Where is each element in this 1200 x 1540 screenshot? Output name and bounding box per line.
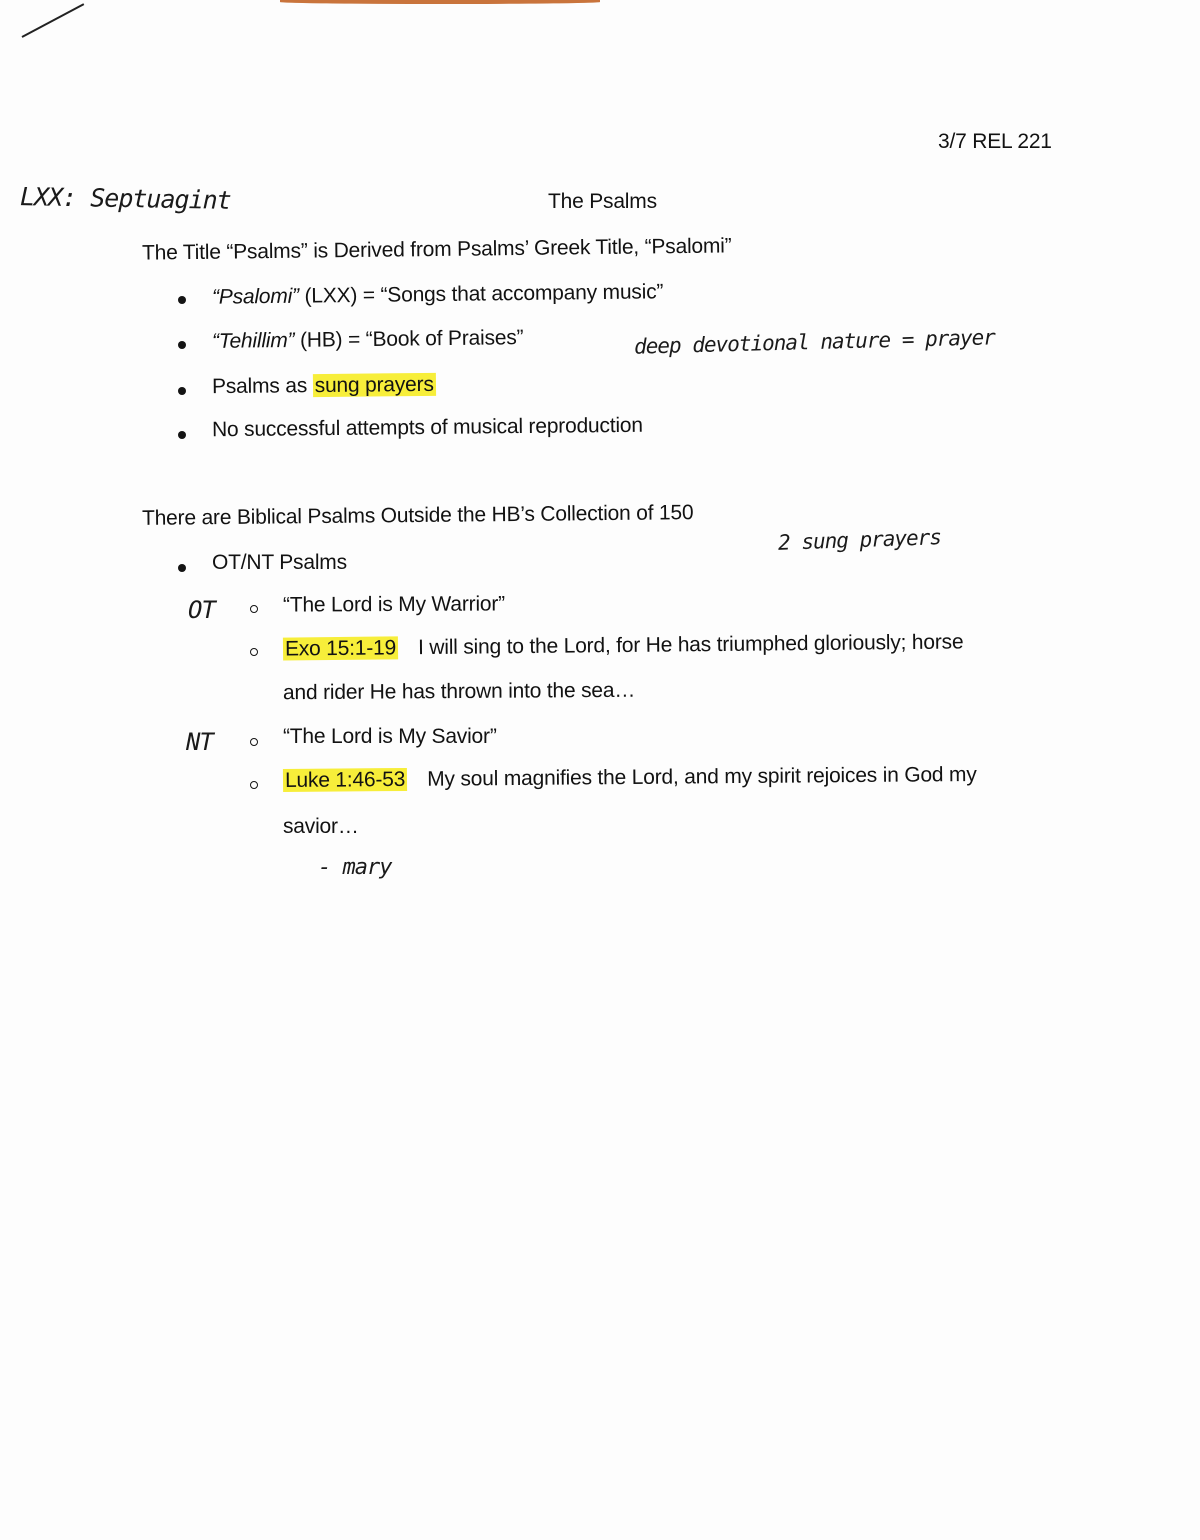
sub-bullet-warrior: “The Lord is My Warrior” <box>282 592 506 617</box>
bullet-tehillim <box>212 326 524 354</box>
bullet-lead: “Tehillim” <box>211 328 295 353</box>
sub-bullet-luke <box>283 763 977 793</box>
bullet-text: (LXX) = “Songs that accompany music” <box>298 280 664 308</box>
scripture-quote-continued: and rider He has thrown into the sea… <box>282 678 636 705</box>
scripture-quote: My soul magnifies the Lord, and my spirit rejoices in God my <box>427 762 977 791</box>
handwritten-sung-prayers-note: 2 sung prayers <box>777 525 942 555</box>
handwritten-mary-note: - mary <box>318 855 392 880</box>
sub-bullet-ring <box>250 648 258 656</box>
handwritten-lxx-note: LXX: Septuagint <box>19 182 232 215</box>
bullet-psalomi <box>212 280 663 310</box>
sub-bullet-ring <box>250 605 258 613</box>
scripture-quote-continued: savior… <box>283 815 359 838</box>
handwritten-devotional-note: deep devotional nature = prayer <box>633 325 996 359</box>
bullet-dot <box>178 564 186 572</box>
handwritten-nt-marker: NT <box>186 728 213 756</box>
bullet-ot-nt-psalms: OT/NT Psalms <box>212 551 347 574</box>
highlighted-text: sung prayers <box>314 372 434 398</box>
bullet-dot <box>178 431 186 439</box>
bullet-text: (HB) = “Book of Praises” <box>294 326 524 352</box>
section2-heading: There are Biblical Psalms Outside the HB’s Collection of 150 <box>141 501 694 530</box>
bullet-dot <box>178 341 186 349</box>
sub-bullet-ring <box>250 781 258 789</box>
sub-bullet-savior: “The Lord is My Savior” <box>283 725 497 748</box>
section1-heading: The Title “Psalms” is Derived from Psalms’ Greek Title, “Psalomi” <box>141 234 732 265</box>
sub-bullet-ring <box>250 738 258 746</box>
pen-stroke-mark <box>22 3 85 38</box>
bullet-no-reproduction: No successful attempts of musical reproduction <box>211 413 643 442</box>
bullet-sung-prayers <box>212 373 436 399</box>
bullet-text: Psalms as <box>211 374 313 399</box>
page-edge-decoration <box>280 0 600 4</box>
scripture-quote: I will sing to the Lord, for He has triumphed gloriously; horse <box>417 630 964 660</box>
bullet-dot <box>178 296 186 304</box>
scripture-reference: Luke 1:46-53 <box>284 767 406 793</box>
bullet-dot <box>178 387 186 395</box>
date-course-label: 3/7 REL 221 <box>938 130 1052 153</box>
page-title: The Psalms <box>548 190 657 213</box>
sub-bullet-exodus <box>283 630 964 661</box>
handwritten-ot-marker: OT <box>188 596 215 624</box>
scripture-reference: Exo 15:1-19 <box>284 636 397 661</box>
bullet-lead: “Psalomi” <box>211 284 300 309</box>
